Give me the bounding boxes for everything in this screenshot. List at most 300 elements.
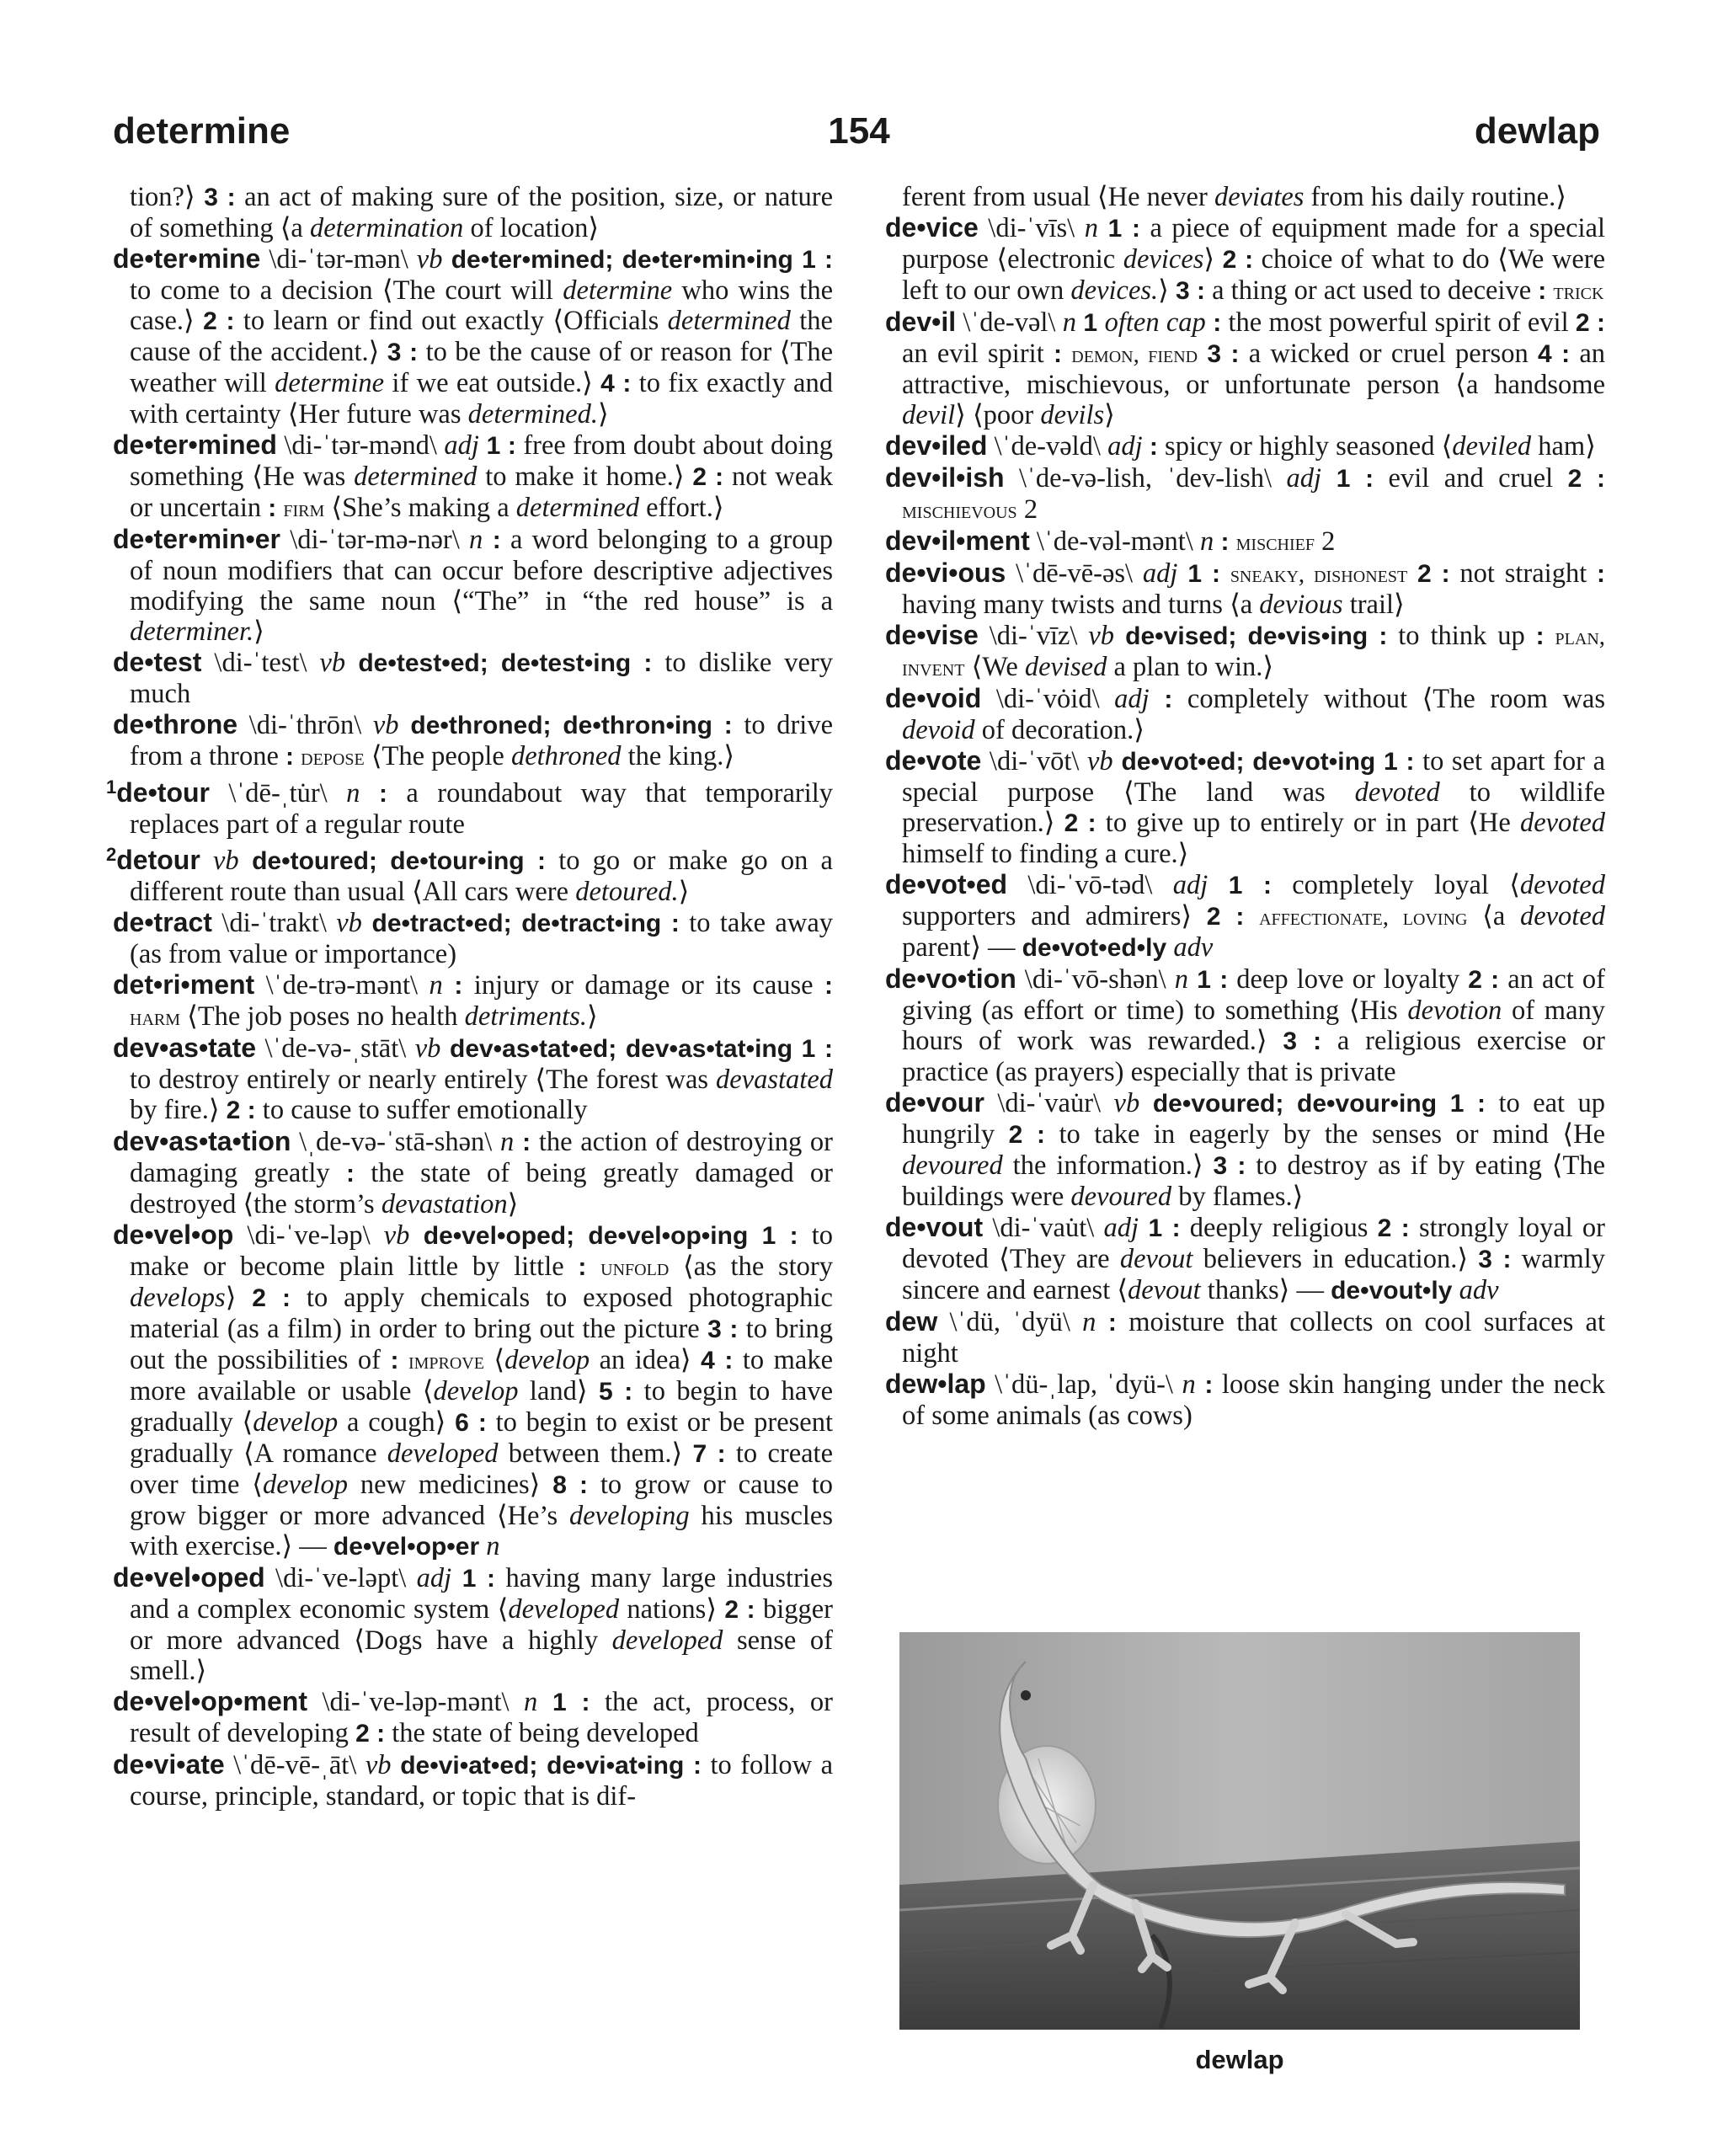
pronunciation: \di-ˈvīs\: [978, 213, 1085, 243]
definition-text: ⟩: [253, 616, 264, 647]
definition-text: if we eat outside.⟩: [384, 368, 601, 398]
sense-label: 2 :: [226, 1097, 256, 1124]
italic-text: devoted: [1519, 901, 1606, 931]
part-of-speech: n: [500, 1127, 515, 1157]
definition-text: [586, 1251, 600, 1282]
part-of-speech: vb: [365, 1750, 392, 1780]
definition-text: to cause to suffer emotionally: [255, 1095, 588, 1125]
inflected-forms: de•throned; de•thron•ing: [398, 712, 712, 739]
definition-text: ⟩: [1203, 244, 1223, 275]
pronunciation: \di-ˈvau̇t\: [983, 1213, 1104, 1243]
sense-label: 2 :: [1567, 465, 1605, 493]
definition-text: to apply chemicals to exposed photographic material (as a film) in order to bring out the picture: [130, 1283, 833, 1344]
dictionary-entry: [113, 182, 833, 243]
definition-text: a word belonging to a group of noun modifiers that can occur before descriptive adjectives modifying the same noun ⟨“The” in “the red house” is a: [130, 525, 833, 616]
sense-label: 2 :: [1206, 903, 1245, 931]
part-of-speech: adj: [1114, 684, 1150, 714]
sense-label: 4 :: [600, 370, 632, 398]
definition-text: to set apart for a special purpose ⟨The land was: [902, 746, 1605, 808]
dictionary-entry: [885, 620, 1605, 683]
definition-text: to make or become plain little by little: [130, 1220, 833, 1282]
pronunciation: \ˈde-vəl\: [956, 307, 1063, 338]
definition-text: to give up to entirely or in part ⟨He: [1096, 808, 1520, 838]
italic-text: develops: [130, 1283, 226, 1313]
definition-text: [1062, 339, 1071, 369]
cross-reference: harm: [130, 1004, 181, 1031]
headword: dev•iled: [885, 430, 988, 461]
italic-text: devices.: [1070, 275, 1159, 306]
dictionary-entry: [885, 430, 1605, 462]
pronunciation: \di-ˈvau̇r\: [984, 1088, 1114, 1118]
definition-text: ⟨She’s making a: [324, 493, 516, 523]
pronunciation: \ˈdü, ˈdyü\: [937, 1307, 1083, 1337]
headword: de•vot•ed: [885, 869, 1008, 899]
sense-label: :: [514, 1129, 531, 1156]
sense-label: :: [1214, 528, 1230, 556]
definition-text: to come to a decision ⟨The court will: [130, 275, 563, 306]
sense-label: de•vout•ly: [1331, 1277, 1453, 1305]
headword: de•vel•op: [113, 1219, 234, 1250]
cross-reference: unfold: [600, 1254, 670, 1281]
part-of-speech: vb: [319, 648, 346, 678]
sense-label: :: [1538, 277, 1547, 305]
dictionary-entry: [113, 1562, 833, 1686]
pronunciation: [200, 846, 213, 876]
italic-text: determined: [515, 493, 639, 523]
part-of-speech: vb: [1087, 746, 1113, 776]
cross-reference: affectionate, loving: [1259, 904, 1468, 931]
part-of-speech: vb: [416, 244, 443, 275]
pronunciation: \di-ˈve-ləp-mənt\: [307, 1687, 525, 1717]
definition-text: to fix exactly and with certainty ⟨Her future was: [130, 368, 833, 430]
dictionary-entry: [113, 647, 833, 709]
headword: de•ter•mined: [113, 430, 277, 460]
italic-text: determine: [563, 275, 673, 306]
inflected-forms: de•vel•oped; de•vel•op•ing: [409, 1222, 749, 1250]
definition-text: ⟨a: [1467, 901, 1520, 931]
sense-label: :: [390, 1347, 399, 1374]
sense-label: 7 :: [692, 1440, 726, 1468]
definition-text: ⟩: [1104, 400, 1115, 430]
definition-text: to eat up hungrily: [902, 1088, 1606, 1150]
sense-label: 2 :: [1377, 1214, 1410, 1242]
headword: de•tour: [116, 777, 210, 808]
sense-label: :: [483, 526, 501, 554]
headword: de•vel•op•ment: [113, 1686, 307, 1716]
italic-text: devout: [1128, 1275, 1201, 1305]
italic-text: devices: [1123, 244, 1204, 275]
definition-text: choice of what to do ⟨We were left to our own: [902, 244, 1606, 306]
dictionary-entry: [885, 1306, 1605, 1369]
headword: dew: [885, 1306, 938, 1337]
dictionary-entry: [885, 869, 1605, 963]
dictionary-entry: [113, 709, 833, 772]
inflected-forms: de•test•ed; de•test•ing: [345, 649, 632, 677]
right-column: [885, 182, 1605, 1431]
sense-label: 1 :: [1375, 748, 1415, 776]
sense-label: 3 :: [1283, 1027, 1322, 1055]
inflected-forms: de•toured; de•tour•ing: [238, 847, 525, 875]
sense-label: :: [1368, 622, 1388, 650]
definition-text: the information.⟩: [1002, 1150, 1214, 1181]
headword: detour: [116, 845, 200, 875]
pronunciation: \di-ˈtər-mənd\: [276, 430, 445, 461]
part-of-speech: adj: [1103, 1213, 1139, 1243]
definition-text: completely loyal ⟨: [1271, 870, 1520, 900]
headword: dev•il: [885, 307, 957, 337]
definition-text: [1407, 558, 1417, 589]
italic-text: determiner.: [130, 616, 254, 647]
definition-text: to learn or find out exactly ⟨Officials: [234, 306, 668, 336]
definition-text: [1244, 901, 1259, 931]
dictionary-entry: [106, 772, 833, 840]
definition-text: his muscles with exercise.⟩ —: [130, 1501, 833, 1561]
sense-label: 3 :: [1207, 340, 1240, 368]
definition-text: not straight: [1449, 558, 1598, 589]
italic-text: develop: [262, 1470, 349, 1500]
definition-text: ⟨as the story: [669, 1251, 834, 1282]
part-of-speech: adj: [444, 430, 479, 461]
definition-text: ⟨We: [964, 652, 1025, 682]
definition-text: having many large industries and a complex economic system ⟨: [130, 1563, 833, 1625]
dictionary-entry: [885, 212, 1605, 307]
sense-label: :: [631, 649, 653, 677]
definition-text: an evil spirit: [902, 339, 1054, 369]
definition-text: nations⟩: [619, 1594, 725, 1625]
definition-text: evil and cruel: [1374, 463, 1568, 494]
italic-text: develop: [433, 1376, 519, 1406]
sense-label: 1 :: [1208, 872, 1272, 899]
continued-text: ferent from usual ⟨He never: [902, 182, 1214, 212]
italic-text: determined: [667, 306, 791, 336]
sense-label: 1 :: [1097, 215, 1140, 243]
definition-text: supporters and admirers⟩: [902, 901, 1207, 931]
sense-label: :: [712, 712, 733, 739]
definition-text: to make more available or usable ⟨: [130, 1345, 834, 1406]
italic-text: devoted: [1354, 777, 1440, 808]
dictionary-entry: [885, 462, 1605, 526]
pronunciation: \di-ˈtest\: [201, 648, 320, 678]
part-of-speech: n: [1084, 213, 1098, 243]
sense-label: 5 :: [598, 1378, 633, 1406]
dictionary-entry: [885, 307, 1605, 430]
definition-text: ⟩: [586, 1001, 598, 1032]
cross-reference: sneaky, dishonest: [1230, 561, 1408, 588]
sense-label: :: [360, 780, 387, 808]
pronunciation: \ˌde-və-ˈstā-shən\: [291, 1127, 500, 1157]
cross-reference: depose: [301, 744, 365, 771]
definition-text: [1220, 558, 1230, 589]
dictionary-entry: [885, 683, 1605, 745]
sense-label: 2 :: [1468, 966, 1500, 994]
definition-text: [1230, 526, 1236, 557]
definition-text: of location⟩: [463, 213, 600, 243]
definition-text: 2: [1315, 526, 1336, 557]
pronunciation: \di-ˈvȯid\: [981, 684, 1115, 714]
definition-text: a thing or act used to deceive: [1204, 275, 1539, 306]
definition-text: spicy or highly seasoned ⟨: [1157, 431, 1453, 462]
pronunciation: \di-ˈve-ləp\: [233, 1220, 384, 1251]
definition-text: having many twists and turns ⟨a: [902, 590, 1260, 620]
definition-text: a roundabout way that temporarily replaces part of a regular route: [130, 778, 833, 840]
italic-text: n: [486, 1531, 500, 1561]
pronunciation: \di-ˈvō-təd\: [1007, 870, 1173, 900]
italic-text: developing: [568, 1501, 690, 1531]
part-of-speech: adj: [1107, 431, 1143, 462]
sense-label: 3 :: [707, 1315, 739, 1343]
definition-text: ⟩: [225, 1283, 253, 1313]
definition-text: a religious exercise or practice (as prayers) especially that is private: [902, 1026, 1605, 1087]
sense-label: 2 :: [1575, 309, 1605, 337]
headword: de•vel•oped: [113, 1562, 265, 1593]
definition-text: to take in eagerly by the senses or mind ⟨He: [1045, 1119, 1605, 1150]
pronunciation: \di-ˈvōt\: [981, 746, 1087, 776]
sense-label: :: [1597, 560, 1606, 588]
definition-text: [1452, 1275, 1459, 1305]
definition-text: to create over time ⟨: [130, 1438, 833, 1500]
part-of-speech: n: [524, 1687, 538, 1717]
italic-text: devoted: [1519, 808, 1605, 838]
sense-label: :: [578, 1253, 587, 1281]
sense-label: :: [285, 743, 295, 771]
sense-label: 1 :: [748, 1222, 798, 1250]
part-of-speech: vb: [1113, 1088, 1140, 1118]
page-number: 154: [828, 110, 890, 152]
headword: de•vo•tion: [885, 963, 1016, 994]
pronunciation: \di-ˈtər-mə-nər\: [280, 525, 469, 555]
sense-label: 1 :: [537, 1689, 590, 1716]
definition-text: ⟨The people: [364, 741, 511, 771]
sense-label: :: [661, 910, 680, 937]
part-of-speech: adj: [416, 1563, 452, 1593]
sense-label: 1 :: [1177, 560, 1221, 588]
cross-reference: trick: [1553, 278, 1604, 305]
sense-label: 3 :: [1175, 277, 1205, 305]
part-of-speech: n: [1062, 307, 1076, 338]
pronunciation: \di-ˈtrakt\: [211, 908, 337, 938]
part-of-speech: vb: [372, 710, 399, 740]
sense-label: 8 :: [552, 1471, 588, 1499]
sense-label: 2 :: [1222, 246, 1254, 274]
left-column: [106, 182, 834, 1812]
headword: dev•as•ta•tion: [113, 1126, 291, 1156]
cross-reference: firm: [283, 495, 325, 522]
sense-label: 1 :: [1188, 966, 1229, 994]
dictionary-entry: [113, 1126, 833, 1219]
dictionary-entry: [106, 840, 833, 907]
part-of-speech: adj: [1142, 558, 1178, 589]
cross-reference: improve: [408, 1348, 484, 1374]
sense-label: 1 :: [451, 1565, 496, 1593]
definition-text: the most powerful spirit of evil: [1221, 307, 1576, 338]
italic-text: devious: [1259, 590, 1343, 620]
definition-text: by flames.⟩: [1171, 1182, 1304, 1212]
part-of-speech: n: [1082, 1307, 1096, 1337]
definition-text: an idea⟩: [590, 1345, 702, 1375]
italic-text: devotion: [1407, 995, 1502, 1026]
definition-text: ⟨The job poses no health: [180, 1001, 465, 1032]
right-guide-word: dewlap: [1474, 110, 1600, 152]
cross-reference: demon, fiend: [1071, 341, 1198, 368]
definition-text: land⟩: [518, 1376, 599, 1406]
italic-text: determine: [275, 368, 385, 398]
definition-text: between them.⟩: [498, 1438, 693, 1469]
sense-label: 2 :: [692, 463, 724, 491]
definition-text: the action of destroying or damaging greatly: [130, 1127, 834, 1188]
dictionary-entry: [113, 1686, 833, 1749]
definition-text: to go or make go on a different route than usual ⟨All cars were: [130, 846, 833, 907]
definition-text: to make it home.⟩: [477, 462, 693, 492]
definition-text: ⟩: [678, 877, 690, 907]
definition-text: to begin to exist or be present gradually ⟨A romance: [130, 1407, 834, 1469]
headword: dev•il•ish: [885, 462, 1005, 493]
definition-text: ⟩: [507, 1189, 519, 1219]
sense-label: 2 :: [1417, 560, 1450, 588]
definition-text: by fire.⟩: [130, 1095, 227, 1125]
sense-label: 6 :: [455, 1409, 487, 1437]
part-of-speech: n: [468, 525, 483, 555]
dictionary-entry: [113, 1749, 833, 1812]
definition-text: injury or damage or its cause: [462, 970, 824, 1001]
sense-label: :: [1195, 1371, 1214, 1399]
definition-text: himself to finding a cure.⟩: [902, 839, 1189, 869]
dictionary-entry: [885, 182, 1605, 212]
dictionary-entry: [113, 243, 833, 430]
sense-label: 1 :: [792, 1035, 833, 1063]
definition-text: not weak or uncertain: [130, 462, 834, 523]
definition-text: believers in education.⟩: [1192, 1244, 1479, 1274]
italic-text: devastation: [381, 1189, 508, 1219]
headword: de•ter•min•er: [113, 524, 280, 554]
definition-text: the state of being developed: [385, 1718, 699, 1748]
definition-text: strongly loyal or devoted ⟨They are: [902, 1213, 1605, 1274]
sense-label: :: [524, 847, 547, 875]
definition-text: of many hours of work was rewarded.⟩: [902, 995, 1606, 1056]
definition-text: to grow or cause to grow bigger or more advanced ⟨He’s: [130, 1470, 833, 1531]
dictionary-entry: [885, 1087, 1605, 1212]
part-of-speech: vb: [212, 846, 239, 876]
homograph-number: 1: [106, 776, 117, 798]
dictionary-entry: [885, 558, 1605, 620]
italic-text: devoid: [902, 715, 975, 745]
definition-text: ⟩: [1158, 275, 1176, 306]
italic-text: devoted: [1519, 870, 1605, 900]
definition-text: to take away (as from value or importance): [130, 908, 833, 969]
italic-text: determined.: [467, 399, 598, 430]
inflected-forms: de•ter•mined; de•ter•min•ing: [442, 246, 803, 274]
definition-text: moisture that collects on cool surfaces at night: [902, 1307, 1605, 1369]
definition-text: to drive from a throne: [130, 710, 834, 771]
definition-text: parent⟩ —: [902, 932, 1022, 963]
pronunciation: \ˈde-vəld\: [987, 431, 1108, 462]
sense-label: 1 :: [1437, 1090, 1486, 1118]
example-word: determination: [309, 213, 464, 243]
sense-label: 3 :: [1478, 1246, 1512, 1273]
sense-label: 2 :: [252, 1284, 291, 1312]
definition-text: the state of being greatly damaged or destroyed ⟨the storm’s: [130, 1158, 833, 1219]
pronunciation: \di-ˈtər-mən\: [260, 244, 417, 275]
part-of-speech: vb: [383, 1220, 410, 1251]
definition-text: from his daily routine.⟩: [1304, 182, 1566, 212]
definition-text: a plan to win.⟩: [1107, 652, 1274, 682]
part-of-speech: n: [346, 778, 360, 808]
definition-text: a wicked or cruel person: [1239, 339, 1538, 369]
headword: de•tract: [113, 907, 212, 937]
headword: de•void: [885, 683, 982, 713]
sense-label: 1 :: [478, 432, 516, 460]
headword: de•vote: [885, 745, 982, 776]
italic-text: devoured: [902, 1150, 1003, 1181]
lizard-photo: [899, 1632, 1580, 2030]
pronunciation: \di-ˈve-ləpt\: [264, 1563, 417, 1593]
definition-text: ⟩ ⟨poor: [955, 400, 1041, 430]
italic-text: dethroned: [510, 741, 622, 771]
inflected-forms: dev•as•tat•ed; dev•as•tat•ing: [440, 1035, 793, 1063]
sense-label: 2 :: [724, 1596, 755, 1624]
italic-text: devoured: [1070, 1182, 1172, 1212]
italic-text: devised: [1024, 652, 1107, 682]
italic-text: devout: [1119, 1244, 1193, 1274]
part-of-speech: vb: [1088, 621, 1115, 651]
sense-label: 2 :: [203, 307, 235, 335]
pronunciation: \ˈde-trə-mənt\: [254, 970, 430, 1001]
pronunciation: \ˈdē-vē-əs\: [1006, 558, 1143, 589]
definition-text: to begin to have gradually ⟨: [130, 1376, 834, 1438]
definition-text: a piece of equipment made for a special purpose ⟨electronic: [902, 213, 1605, 275]
definition-text: to be the cause of or reason for ⟨The weather will: [130, 337, 834, 398]
sense-label: 3 :: [1213, 1152, 1246, 1180]
dictionary-entry: [885, 745, 1605, 869]
headword: de•vice: [885, 212, 979, 243]
sense-label: 4 :: [1537, 340, 1571, 368]
definition-text: who wins the case.⟩: [130, 275, 833, 336]
definition-text: to think up: [1387, 621, 1536, 651]
sense-label: 2 :: [355, 1720, 386, 1748]
dictionary-entry: [113, 1219, 833, 1562]
definition-text: a cough⟩: [338, 1407, 456, 1438]
definition-text: loose skin hanging under the neck of some animals (as cows): [902, 1369, 1605, 1431]
italic-text: adv: [1173, 932, 1214, 963]
part-of-speech: n: [1182, 1369, 1196, 1400]
sense-label: :: [1053, 340, 1062, 368]
sense-label: de•vel•op•er: [333, 1533, 480, 1561]
definition-text: bigger or more advanced ⟨Dogs have a highly: [130, 1594, 833, 1656]
sense-label: :: [345, 1160, 355, 1187]
headword: de•vise: [885, 620, 979, 650]
definition-text: to destroy as if by eating ⟨The buildings were: [902, 1150, 1605, 1212]
sense-label: :: [442, 972, 463, 1000]
definition-text: of decoration.⟩: [974, 715, 1144, 745]
sense-label: de•vot•ed•ly: [1022, 934, 1167, 962]
dewlap-illustration: [899, 1632, 1580, 2030]
inflected-forms: de•vi•at•ed; de•vi•at•ing: [391, 1752, 685, 1780]
italic-text: adv: [1459, 1275, 1499, 1305]
inflected-forms: de•tract•ed; de•tract•ing: [361, 910, 662, 937]
sense-label: :: [824, 972, 833, 1000]
definition-text: [1545, 621, 1555, 651]
cross-reference: mischief: [1235, 529, 1315, 556]
pronunciation: \ˈdü-ˌlap, ˈdyü-\: [985, 1369, 1182, 1400]
headword: dew•lap: [885, 1369, 986, 1399]
headword: de•test: [113, 647, 202, 677]
sense-label: :: [1096, 1309, 1117, 1337]
italic-text: often cap: [1104, 307, 1206, 338]
definition-text: deeply religious: [1180, 1213, 1378, 1243]
sense-label: :: [1142, 433, 1158, 461]
definition-text: deep love or loyalty: [1228, 964, 1469, 995]
italic-text: devils: [1040, 400, 1105, 430]
definition-text: ⟨: [483, 1345, 505, 1375]
